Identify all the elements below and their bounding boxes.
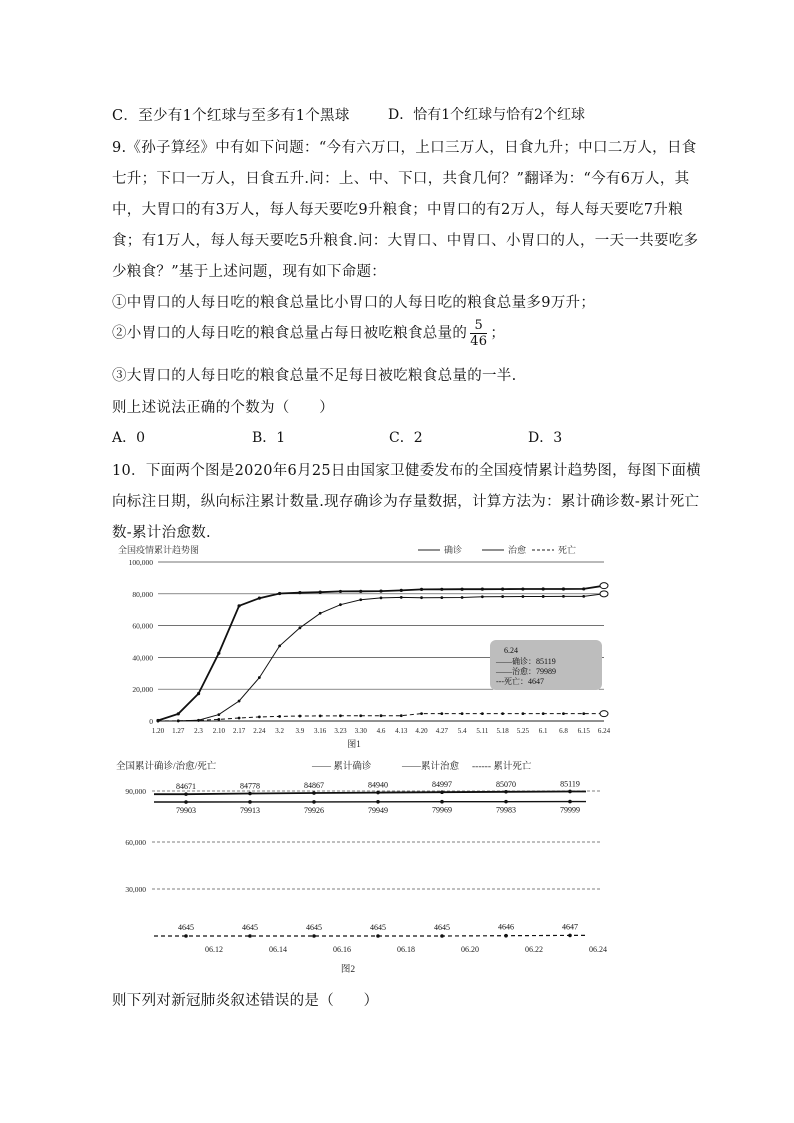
data-point [258,715,261,718]
data-point [481,588,484,591]
q9-choice-d: D．3 [528,430,563,446]
data-point [568,934,572,938]
data-label: 4645 [242,923,258,932]
data-point [248,934,252,938]
data-point [522,712,525,715]
data-point [562,595,565,598]
q9-line-5: 少粮食？”基于上述问题，现有如下命题： [112,264,387,280]
data-point [376,800,380,804]
q9-choice-b: B．1 [252,430,286,446]
data-point [248,792,252,796]
data-point [380,597,383,600]
data-point [504,790,508,794]
x-tick-label: 4.20 [415,727,428,735]
data-point [400,596,403,599]
legend-label: 治愈 [508,545,527,555]
x-tick-label: 4.6 [376,727,386,735]
legend-label: ——累计治愈 [402,762,460,772]
x-tick-label: 5.11 [476,727,489,735]
data-label: 85070 [496,779,516,789]
data-point [521,587,524,590]
data-point [501,595,504,598]
data-point [582,595,585,598]
data-point [339,590,342,593]
data-point [217,652,220,655]
y-tick-label: 90,000 [125,787,146,796]
data-point [562,587,565,590]
data-point [319,714,322,717]
proposition-1: ①中胃口的人每日吃的粮食总量比小胃口的人每日吃的粮食总量多9万升； [112,295,596,311]
data-point [542,587,545,590]
data-point [481,595,484,598]
q9-line-2: 七升；下口一万人，日食五升.问：上、中、下口，共食几何？”翻译为：“今有6万人，其 [112,171,690,187]
x-tick-label: 4.13 [395,727,408,735]
data-point [542,712,545,715]
data-label: 79999 [560,805,580,815]
data-label: 84778 [240,781,260,791]
y-tick-label: 60,000 [125,838,146,847]
figure-caption: 图1 [347,739,361,749]
data-point [440,712,443,715]
y-tick-label: 40,000 [132,653,153,663]
endpoint-marker [600,711,608,717]
data-point [420,588,423,591]
data-point [278,592,281,595]
data-point [461,596,464,599]
x-tick-label: 3.23 [334,727,347,735]
data-label: 79913 [240,805,260,815]
figure-2-chart [112,754,622,980]
q10-ask: 则下列对新冠肺炎叙述错误的是（ ） [112,993,379,1009]
tooltip-line: ——治愈：79989 [496,667,556,676]
data-point [197,692,200,695]
x-tick-label: 6.1 [538,727,548,735]
data-point [542,595,545,598]
data-label: 79949 [368,805,388,815]
data-point [376,791,380,795]
data-point [400,714,403,717]
legend-label: —— 累计确诊 [312,762,372,772]
y-tick-label: 20,000 [132,685,153,695]
data-point [258,597,261,600]
data-point [238,717,241,720]
data-point [197,719,200,722]
data-label: 4645 [370,923,386,932]
option-d: D．恰有1个红球与恰有2个红球 [388,107,586,123]
x-tick-label: 1.20 [151,727,165,735]
data-point [177,719,180,722]
endpoint-marker [600,591,608,597]
x-tick-label: 2.3 [194,727,203,735]
x-tick-label: 3.9 [295,727,305,735]
data-point [522,595,525,598]
legend-label: 死亡 [558,545,577,555]
q9-line-4: 食；有1万人，每人每天要吃5升粮食.问：大胃口、中胃口、小胃口的人，一天一共要吃多 [112,233,699,249]
x-tick-label: 6.8 [559,727,568,735]
q9-line-3: 中，大胃口的有3万人，每人每天要吃9升粮食；中胃口的有2万人，每人每天要吃7升粮 [112,202,683,218]
y-tick-label: 100,000 [128,558,153,567]
data-point [582,712,585,715]
data-label: 84867 [304,780,324,790]
tooltip-line: ——确诊：85119 [496,657,556,666]
data-label: 4646 [498,922,514,932]
data-label: 4645 [434,923,450,932]
data-point [504,800,508,804]
x-tick-label: 06.12 [205,945,223,954]
data-point [504,934,508,938]
data-point [440,596,443,599]
figure-1-chart [112,542,622,752]
x-tick-label: 5.25 [516,727,530,735]
data-point [440,790,444,794]
data-point [481,712,484,715]
data-point [177,712,180,715]
data-point [319,591,322,594]
x-tick-label: 6.15 [577,727,590,735]
proposition-3: ③大胃口的人每日吃的粮食总量不足每日被吃粮食总量的一半. [112,368,517,384]
data-point [379,589,382,592]
data-point [278,715,281,718]
data-label: 79969 [432,805,452,815]
chart-title: 全国疫情累计趋势图 [118,545,200,555]
data-point [359,714,362,717]
proposition-2-end: ； [490,325,506,342]
option-c: C．至少有1个红球与至多有1个黑球 [112,108,350,124]
data-point [568,800,572,804]
data-point [299,626,302,629]
chart-title: 全国累计确诊/治愈/死亡 [116,762,217,772]
data-point [380,714,383,717]
tooltip-line: ---死亡：4647 [496,677,544,686]
data-point [359,590,362,593]
data-point [217,718,220,721]
data-label: 79926 [304,805,324,815]
data-point [298,591,301,594]
proposition-2-text: ②小胃口的人每日吃的粮食总量占每日被吃粮食总量的 [112,325,468,342]
data-point [440,800,444,804]
data-label: 79903 [176,805,196,815]
x-tick-label: 06.24 [589,945,607,954]
data-point [420,712,423,715]
data-point [582,587,585,590]
data-label: 84671 [176,782,196,792]
data-point [312,934,316,938]
data-point [184,800,188,804]
x-tick-label: 06.18 [397,945,415,954]
data-label: 4647 [562,922,578,932]
data-point [501,712,504,715]
data-point [258,676,261,679]
tooltip-box [490,640,602,690]
data-point [184,792,188,796]
q9-line-1: 9.《孙子算经》中有如下问题：“今有六万口，上口三万人，日食九升；中口二万人，日食 [112,140,697,156]
data-label: 85119 [560,779,580,789]
series-line [154,792,586,795]
q10-line-1: 10．下面两个图是2020年6月25日由国家卫健委发布的全国疫情累计趋势图，每图下面横 [112,463,701,479]
data-point [562,712,565,715]
x-tick-label: 06.16 [333,945,351,954]
q9-choice-c: C．2 [389,430,423,446]
data-label: 4645 [178,923,194,932]
data-label: 84997 [432,780,452,790]
data-point [420,596,423,599]
q9-ask: 则上述说法正确的个数为（ ） [112,400,334,416]
endpoint-marker [600,583,608,589]
y-tick-label: 60,000 [132,621,153,631]
data-point [400,589,403,592]
fraction [470,318,487,349]
data-label: 4645 [306,923,322,932]
data-label: 84940 [368,780,388,790]
data-point [460,588,463,591]
x-tick-label: 5.4 [457,727,467,735]
data-point [312,800,316,804]
data-label: 79983 [496,805,516,815]
x-tick-label: 2.10 [212,727,225,735]
data-point [184,934,188,938]
data-point [312,791,316,795]
x-tick-label: 3.2 [275,727,285,735]
figure-caption: 图2 [340,965,356,975]
data-point [568,790,572,794]
data-point [461,712,464,715]
data-point [238,700,241,703]
series-line [154,935,586,936]
data-point [157,720,160,723]
x-tick-label: 3.16 [314,727,327,735]
fraction-denominator: 46 [470,334,488,349]
x-tick-label: 06.22 [525,945,543,954]
data-point [440,934,444,938]
x-tick-label: 06.20 [461,945,479,954]
x-tick-label: 6.24 [597,727,611,735]
y-tick-label: 0 [149,717,153,726]
tooltip-date: 6.24 [504,646,518,655]
x-tick-label: 2.24 [253,727,266,735]
data-point [440,588,443,591]
data-point [339,603,342,606]
data-point [376,934,380,938]
y-tick-label: 30,000 [125,885,146,894]
data-point [299,715,302,718]
q10-line-3: 数-累计治愈数. [112,525,211,541]
legend-label: 确诊 [444,545,463,555]
x-tick-label: 06.14 [269,945,287,954]
data-point [501,587,504,590]
x-tick-label: 4.27 [435,727,448,735]
y-tick-label: 80,000 [132,589,153,599]
q10-line-2: 向标注日期，纵向标注累计数量.现存确诊为存量数据，计算方法为：累计确诊数-累计死亡 [112,494,700,510]
legend-label: ------ 累计死亡 [472,762,532,772]
x-tick-label: 1.27 [172,727,185,735]
proposition-2 [112,318,505,349]
data-point [359,598,362,601]
x-tick-label: 2.17 [232,727,246,735]
x-tick-label: 5.18 [496,727,509,735]
x-tick-label: 3.30 [354,727,367,735]
data-point [248,800,252,804]
data-point [339,714,342,717]
data-point [278,644,281,647]
data-point [237,604,240,607]
data-point [217,713,220,716]
fraction-numerator: 5 [470,318,487,334]
data-point [319,612,322,615]
q9-choice-a: A．0 [112,430,146,446]
